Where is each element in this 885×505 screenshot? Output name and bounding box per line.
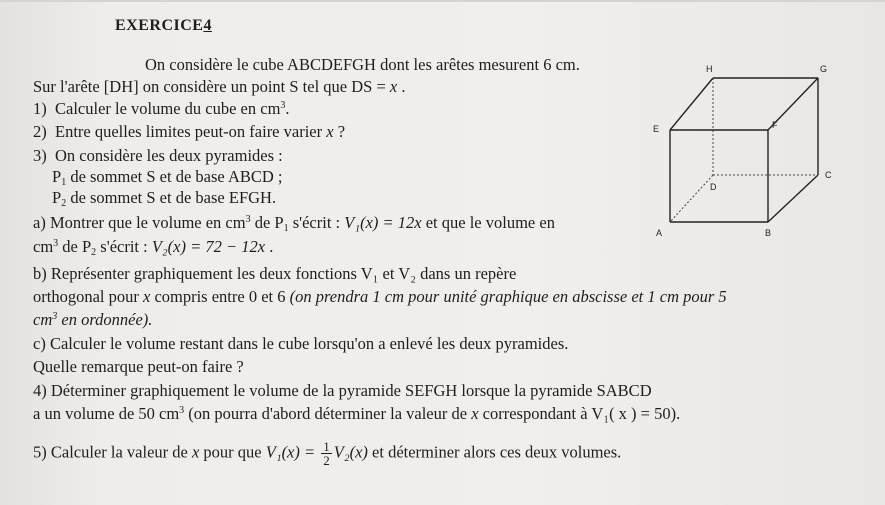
question-3b-line-3: $cm^3$ en ordonnée). [33, 310, 153, 329]
edge-BC [768, 175, 818, 222]
question-4-line-1: 4) Déterminer graphiquement le volume de la pyramide SEFGH lorsque la pyramide SABCD [33, 381, 652, 400]
vertex-label-c: C [825, 170, 832, 180]
vertex-label-d: D [710, 182, 717, 192]
v1-formula: V₁(x) = 12x [344, 213, 422, 232]
intro-line-2: Sur l'arête [DH] on considère un point S tel que DS = x . [33, 77, 406, 96]
vertex-label-b: B [765, 228, 772, 238]
question-3c-line-1: c) Calculer le volume restant dans le cube lorsqu'on a enlevé les deux pyramides. [33, 334, 569, 353]
v2-formula: V₂(x) = 72 − 12x [151, 237, 266, 256]
one-half-fraction: $\frac{1}{2}$ [323, 439, 330, 468]
edge-DA-hidden [670, 175, 713, 222]
question-3c-line-2: Quelle remarque peut-on faire ? [33, 357, 244, 376]
vertex-label-h: H [706, 64, 713, 74]
exercise-title-text: EXERCICE [115, 17, 204, 34]
vertex-label-e: E [653, 124, 660, 134]
question-3: 3) On considère les deux pyramides : [33, 146, 283, 165]
intro-line-1-text: On considère le cube ABCDEFGH dont les arêtes mesurent 6 cm. [145, 55, 580, 74]
vertex-label-f: F [772, 120, 778, 130]
intro-line-1 [145, 55, 580, 75]
exercise-title [115, 16, 212, 36]
question-3b-line-1: b) Représenter graphiquement les deux fonctions V₁ et V₂ dans un repère [33, 264, 517, 283]
question-5: 5) Calculer la valeur de x pour que V₁(x) = $\frac{1}{2}$ V₂(x) et déterminer alors ces deux volumes. [33, 439, 622, 468]
page-top-edge [0, 0, 885, 2]
question-3a-line-1: a) Montrer que le volume en $cm^3$ de $P_1$ s'écrit : V₁(x) = 12x et que le volume en [33, 213, 555, 234]
edge-EH [670, 78, 713, 130]
question-1: 1) Calculer le volume du cube en $cm^3$. [33, 99, 290, 118]
pyramid-p1: $P_1$ de sommet S et de base ABCD ; [52, 167, 283, 188]
pyramid-p2: $P_2$ de sommet S et de base EFGH. [52, 188, 277, 209]
vertex-label-g: G [820, 64, 828, 74]
question-4-line-2: a un volume de 50 $cm^3$ (on pourra d'abord déterminer la valeur de x correspondant à V₁( x ) = 50). [33, 404, 681, 423]
question-3a-line-2: $cm^3$ de $P_2$ s'écrit : V₂(x) = 72 − 12x . [33, 237, 274, 258]
cube-diagram [648, 60, 853, 240]
vertex-label-a: A [656, 228, 663, 238]
question-3b-line-2: orthogonal pour x compris entre 0 et 6 (on prendra 1 cm pour unité graphique en abscisse et 1 cm pour 5 [33, 287, 727, 306]
question-2: 2) Entre quelles limites peut-on faire varier x ? [33, 122, 346, 141]
exercise-number: 4 [203, 17, 212, 34]
